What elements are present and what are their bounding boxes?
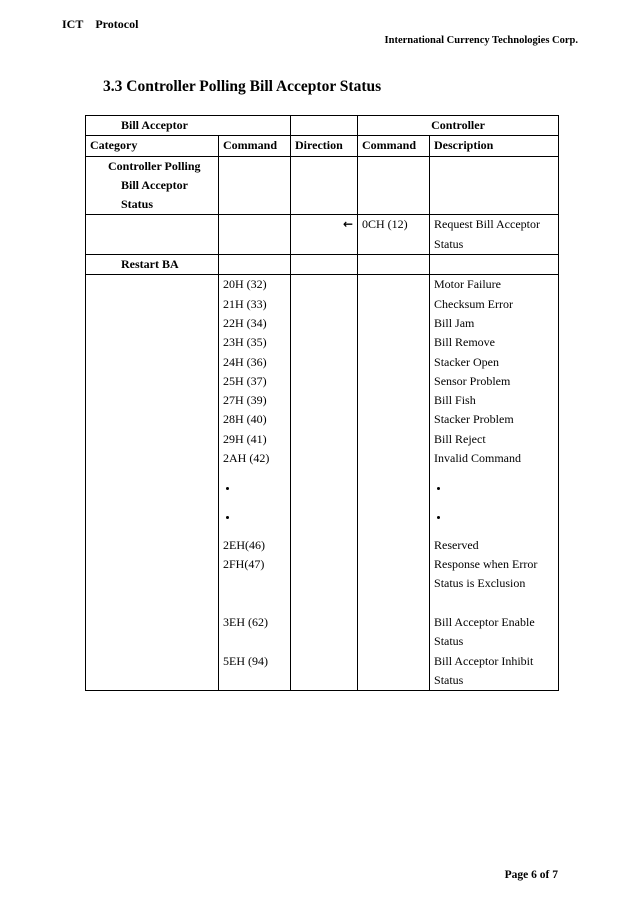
header-left [62, 17, 138, 32]
response-command: 25H (37) [223, 373, 267, 388]
exclusion-description: Response when Error [434, 557, 538, 572]
exclusion-command: 2FH(47) [223, 557, 265, 572]
group-header-bill-acceptor: Bill Acceptor [86, 116, 291, 136]
response-command: 28H (40) [223, 412, 267, 427]
ellipsis-dot [434, 507, 554, 526]
category-line: Bill Acceptor [121, 177, 188, 192]
response-command: 22H (34) [223, 315, 267, 330]
response-description: Bill Remove [434, 335, 496, 350]
empty-cell [291, 275, 358, 691]
restart-label: Restart BA [86, 255, 219, 275]
reserved-command: 2EH(46) [223, 537, 265, 552]
empty-cell [219, 255, 291, 275]
empty-cell [358, 255, 430, 275]
request-description [430, 215, 559, 255]
empty-cell [430, 255, 559, 275]
ellipsis-dot [434, 478, 554, 497]
group-header-spacer [291, 116, 358, 136]
column-header-row [86, 136, 559, 156]
response-command: 20H (32) [223, 277, 267, 292]
empty-cell [430, 156, 559, 215]
response-description: Stacker Open [434, 354, 499, 369]
response-description: Bill Fish [434, 393, 476, 408]
response-descriptions [430, 275, 559, 691]
enable-description: Status [434, 634, 464, 649]
ellipsis-dot [223, 507, 286, 526]
response-command: 23H (35) [223, 335, 267, 350]
header-doc-type: Protocol [95, 17, 139, 31]
column-header-direction: Direction [291, 136, 358, 156]
direction-cell [291, 215, 358, 255]
empty-cell [358, 156, 430, 215]
group-header-controller: Controller [358, 116, 559, 136]
empty-cell [86, 275, 219, 691]
request-row [86, 215, 559, 255]
group-header-row [86, 116, 559, 136]
empty-cell [86, 215, 219, 255]
header-company-abbr: ICT [62, 17, 84, 31]
request-command: 0CH (12) [358, 215, 430, 255]
column-header-command: Command [219, 136, 291, 156]
restart-row [86, 255, 559, 275]
category-line: Controller Polling [108, 158, 201, 173]
empty-cell [219, 215, 291, 255]
description-line: Status [434, 236, 464, 251]
column-header-category: Category [86, 136, 219, 156]
exclusion-description: Status is Exclusion [434, 576, 526, 591]
reserved-description: Reserved [434, 537, 479, 552]
status-table [85, 115, 559, 691]
response-command: 24H (36) [223, 354, 267, 369]
response-commands [219, 275, 291, 691]
response-command: 2AH (42) [223, 451, 270, 466]
category-row [86, 156, 559, 215]
category-line: Status [121, 197, 154, 212]
ellipsis-dot [223, 478, 286, 497]
response-description: Bill Reject [434, 431, 486, 446]
enable-command: 3EH (62) [223, 615, 268, 630]
category-cell [86, 156, 219, 215]
inhibit-description: Bill Acceptor Inhibit [434, 653, 534, 668]
header-company-name: International Currency Technologies Corp. [384, 35, 578, 46]
response-command: 21H (33) [223, 296, 267, 311]
response-description: Checksum Error [434, 296, 513, 311]
inhibit-command: 5EH (94) [223, 653, 268, 668]
response-command: 27H (39) [223, 393, 267, 408]
page-number: Page 6 of 7 [504, 869, 558, 881]
section-title: 3.3 Controller Polling Bill Acceptor Status [103, 78, 382, 95]
response-command: 29H (41) [223, 431, 267, 446]
response-description: Stacker Problem [434, 412, 514, 427]
inhibit-description: Status [434, 672, 464, 687]
response-description: Sensor Problem [434, 373, 511, 388]
left-arrow-icon: ← [342, 217, 354, 232]
description-line: Request Bill Acceptor [434, 217, 540, 232]
empty-cell [219, 156, 291, 215]
response-description: Motor Failure [434, 277, 502, 292]
column-header-description: Description [430, 136, 559, 156]
empty-cell [291, 255, 358, 275]
empty-cell [291, 156, 358, 215]
response-row [86, 275, 559, 691]
response-description: Bill Jam [434, 315, 475, 330]
enable-description: Bill Acceptor Enable [434, 615, 535, 630]
column-header-controller-command: Command [358, 136, 430, 156]
empty-cell [358, 275, 430, 691]
response-description: Invalid Command [434, 451, 522, 466]
